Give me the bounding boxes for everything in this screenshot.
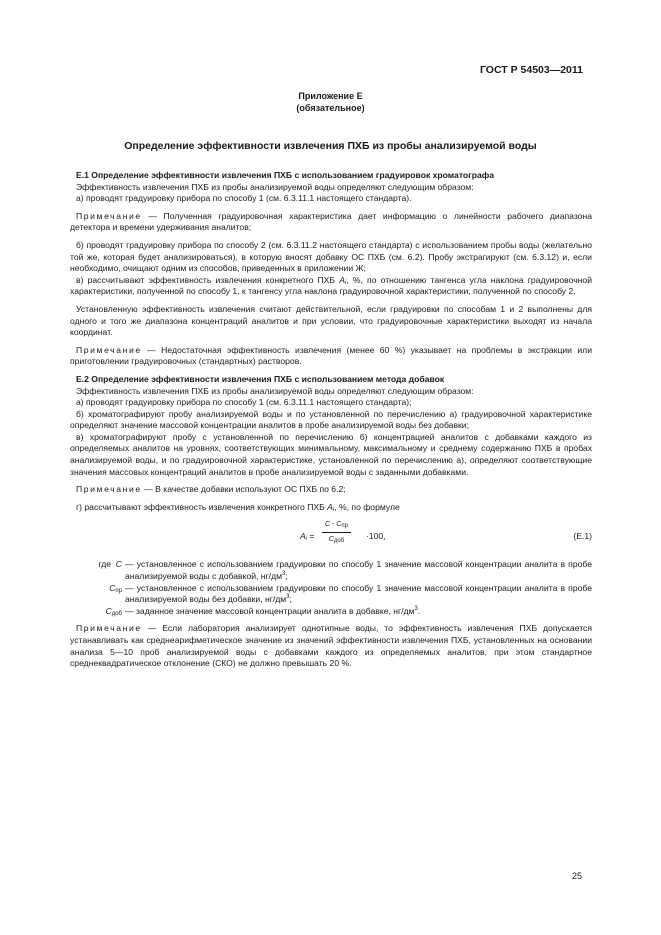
note-label: Примечание bbox=[76, 210, 142, 221]
definition-text bbox=[125, 583, 592, 606]
annex-title: Приложение Е bbox=[298, 91, 363, 101]
var-i: i bbox=[332, 506, 335, 513]
sub-pr: пр bbox=[115, 587, 122, 594]
note bbox=[70, 345, 592, 368]
var-c: C bbox=[115, 559, 122, 570]
note-text: — Недостаточная эффективность извлечения (менее 60 %) указывает на проблемы в экстракции или приготовлении градуировочных (стандартных) растворов. bbox=[70, 344, 592, 367]
definition-c-pr bbox=[70, 583, 592, 606]
sub-dob: доб bbox=[111, 610, 122, 617]
definition-symbol bbox=[50, 559, 125, 582]
text-run: . bbox=[417, 605, 421, 616]
text-run: в) рассчитывают эффективность извлечения конкретного ПХБ bbox=[76, 274, 340, 285]
annex-status: (обязательное) bbox=[296, 103, 365, 113]
section-heading-e1: Е.1 Определение эффективности извлечения ПХБ с использованием градуировок хроматографа bbox=[76, 170, 495, 180]
paragraph: Установленную эффективность извлечения считают действительной, если градуировки по способам 1 и 2 выполнены для одного и того же диапазона концентраций аналитов и при условии, что градуировочные характеристики выходят из начала координат. bbox=[70, 303, 592, 338]
where-word: где bbox=[98, 559, 111, 570]
formula-multiplier: ·100, bbox=[366, 531, 386, 542]
text-run: ; bbox=[285, 571, 288, 582]
fraction-numerator bbox=[322, 519, 351, 533]
text-run: , %, по формуле bbox=[334, 501, 400, 512]
definition-c bbox=[50, 559, 592, 582]
list-item: б) проводят градуировку прибора по способу 2 (см. 6.3.11.2 настоящего стандарта) с использованием пробы воды (желательно той же, которая будет анализироваться), в которую вносят добавку ОС ПХБ (см. 6.2). Пробу экстрагируют (см. 6.3.12) и, если необходимо, очищают одним из способов, приведенных в приложении Ж; bbox=[70, 239, 592, 274]
note-text: — В качестве добавки используют ОС ПХБ по 6.2; bbox=[144, 484, 346, 495]
var-c: C bbox=[105, 605, 112, 616]
definition-c-dob bbox=[70, 606, 592, 618]
var-c: C bbox=[328, 536, 334, 544]
annex-main-title: Определение эффективности извлечения ПХБ из пробы анализируемой воды bbox=[124, 140, 537, 152]
note-label: Примечание bbox=[76, 623, 142, 634]
var-c: C bbox=[109, 582, 116, 593]
exponent: 3 bbox=[282, 571, 286, 578]
note-text: — Если лаборатория анализирует однотипные воды, то эффективность извлечения ПХБ допускается устанавливать как среднеарифметическое значение из значений эффективности извлечения ПХБ, установленных на основании анализа 5—10 проб анализируемой воды с добавками каждого из определяемых аналитов, при этом стандартное среднеквадратическое отклонение (СКО) не должно превышать 20 %. bbox=[70, 623, 592, 669]
section-heading-e2: Е.2 Определение эффективности извлечения ПХБ с использованием метода добавок bbox=[76, 373, 445, 384]
list-item: б) хроматографируют пробу анализируемой воды и по установленной по перечислению а) градуировочной характеристике определяют значение массовой концентрации аналитов в пробе анализируемой воды без добавки; bbox=[70, 408, 592, 431]
definition-symbol bbox=[70, 606, 125, 618]
list-item: в) хроматографируют пробу с установленной по перечислению б) концентрацией аналитов с добавками каждого из определяемых аналитов на уровнях, соответствующих минимальному, максимальному и среднему содержанию ПХБ в пробах анализируемой воды, и по градуировочной характеристике, установленной по перечислению а), определяют соответствующие значения массовых концентраций аналитов в пробе анализируемой воды с заданными добавками. bbox=[70, 431, 592, 477]
var-i: i bbox=[344, 279, 347, 286]
list-item bbox=[70, 502, 592, 514]
var-a: A bbox=[300, 531, 306, 542]
note bbox=[70, 484, 592, 496]
var-c: C bbox=[325, 521, 331, 529]
annex-heading bbox=[0, 90, 661, 114]
list-item: а) проводят градуировку прибора по способу 1 (см. 6.3.11.1 настоящего стандарта). bbox=[76, 193, 412, 204]
formula-e1 bbox=[70, 519, 592, 557]
definition-text bbox=[125, 559, 592, 582]
exponent: 3 bbox=[286, 594, 290, 601]
text-run: ; bbox=[289, 594, 292, 605]
text-run: г) рассчитывают эффективность извлечения конкретного ПХБ bbox=[76, 501, 328, 512]
sub-dob: доб bbox=[333, 538, 345, 545]
var-c: C bbox=[336, 521, 342, 529]
note-label: Примечание bbox=[76, 344, 142, 355]
note-label: Примечание bbox=[76, 484, 142, 495]
minus-sign: - bbox=[330, 521, 337, 529]
paragraph: Эффективность извлечения ПХБ из пробы анализируемой воды определяют следующим образом: bbox=[76, 385, 474, 396]
definition-text bbox=[125, 606, 592, 618]
definition-symbol bbox=[70, 583, 125, 606]
text-run: — установленное с использованием градуировки по способу 1 значение массовой концентрации аналита в пробе анализируемой воды без добавки, нг/дм bbox=[125, 582, 592, 605]
sub-pr: пр bbox=[341, 523, 348, 530]
paragraph: Эффективность извлечения ПХБ из пробы анализируемой воды определяют следующим образом: bbox=[76, 181, 474, 192]
equals-sign: = bbox=[307, 531, 315, 542]
formula-number: (Е.1) bbox=[573, 531, 592, 542]
formula-fraction bbox=[322, 519, 351, 545]
standard-code: ГОСТ Р 54503—2011 bbox=[479, 64, 583, 76]
variable-definitions bbox=[70, 559, 592, 617]
formula-lhs bbox=[300, 531, 314, 543]
note bbox=[70, 623, 592, 669]
text-run: , %, по отношению тангенса угла наклона градуировочной характеристики, полученной по способу 1, к тангенсу угла наклона градуировочной характеристики, полученной по способу 2. bbox=[70, 274, 592, 297]
page-number: 25 bbox=[571, 871, 582, 881]
var-a: A bbox=[339, 274, 345, 285]
annex-body bbox=[70, 170, 592, 670]
note-text: — Полученная градуировочная характеристика дает информацию о линейности рабочего диапазона детектора и времени удерживания аналитов; bbox=[70, 210, 592, 233]
var-i: i bbox=[305, 536, 308, 543]
text-run: — установленное с использованием градуировки по способу 1 значение массовой концентрации аналита в пробе анализируемой воды с добавкой, нг/дм bbox=[125, 559, 592, 582]
list-item bbox=[70, 275, 592, 298]
var-a: A bbox=[327, 501, 333, 512]
note bbox=[70, 211, 592, 234]
list-item: а) проводят градуировку прибора по способу 1 (см. 6.3.11.1 настоящего стандарта); bbox=[76, 397, 412, 408]
exponent: 3 bbox=[414, 605, 418, 612]
fraction-denominator bbox=[322, 533, 351, 546]
text-run: — заданное значение массовой концентрации аналита в добавке, нг/дм bbox=[125, 605, 415, 616]
